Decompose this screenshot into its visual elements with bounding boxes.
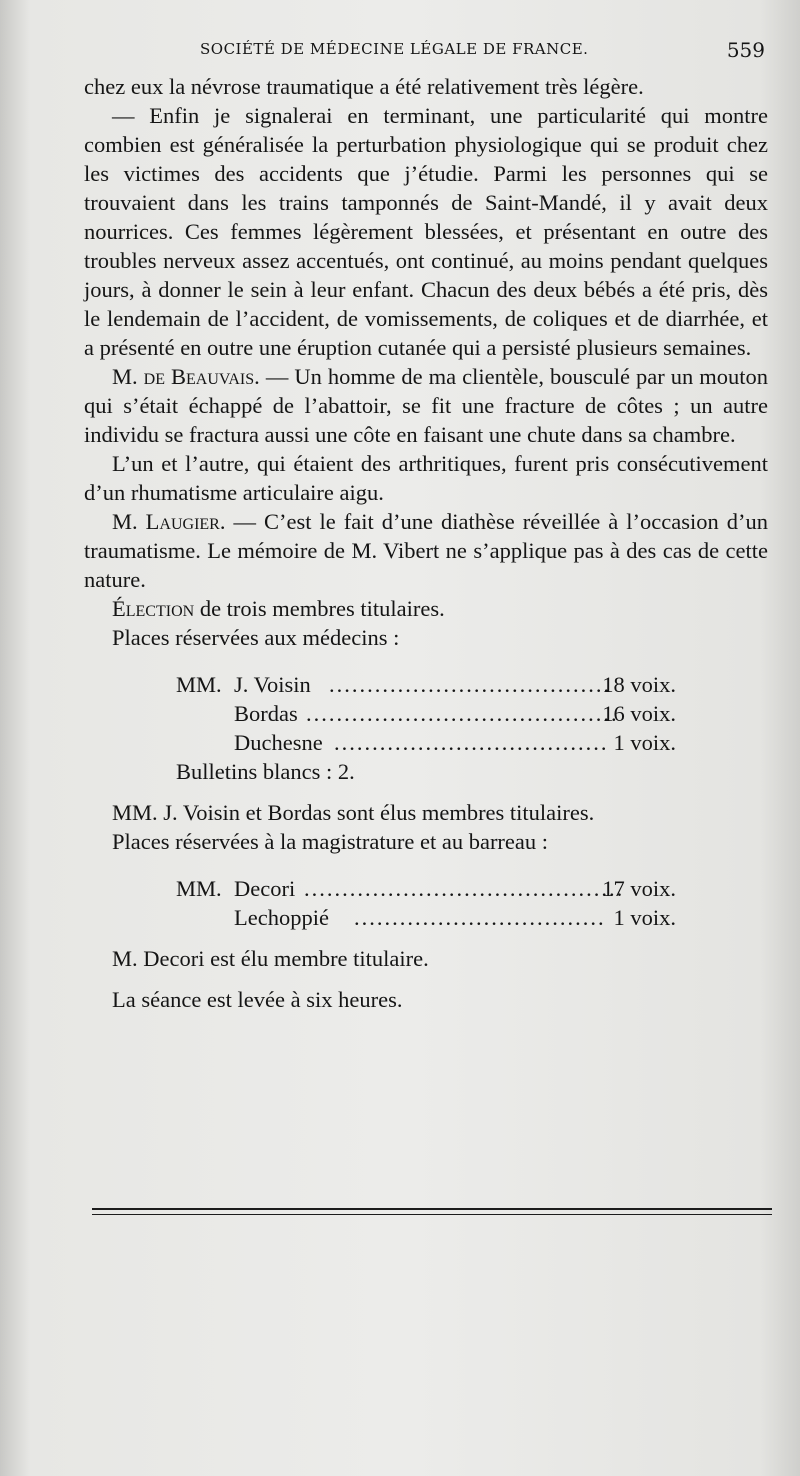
dot-leader: .................................... — [334, 730, 609, 755]
vote-row — [84, 874, 768, 903]
speaker-remark: — C’est le fait d’une diathèse réveillée à l’occasion d’un traumatisme. Le mémoire de M. Vibert ne s’applique pas à des cas de cette nature. — [84, 509, 769, 592]
double-rule-top — [92, 1208, 772, 1210]
dot-leader: ......................................... — [306, 701, 619, 726]
spacer — [84, 652, 768, 670]
honorific: MM. — [176, 876, 222, 901]
spacer — [84, 856, 768, 874]
election-heading — [84, 594, 768, 623]
paragraph-beauvais — [84, 362, 768, 449]
vote-row — [84, 670, 768, 699]
candidate-name: Decori — [234, 876, 296, 901]
end-rule — [92, 1208, 772, 1219]
speaker-remark: — Un homme de ma clientèle, bousculé par un mouton qui s’était échappé de l’abattoir, se fit une fracture de côtes ; un autre individu se fractura aussi une côte en faisant une chute dans sa chambre. — [84, 364, 768, 447]
vote-count: 16 voix. — [602, 701, 676, 726]
double-rule-bottom — [92, 1214, 772, 1215]
blank-ballots: Bulletins blancs : 2. — [176, 759, 355, 784]
paragraph-arthritic: L’un et l’autre, qui étaient des arthritiques, furent pris consécutivement d’un rhumatisme articulaire aigu. — [84, 451, 768, 505]
elected-magistrature: M. Decori est élu membre titulaire. — [112, 946, 429, 971]
running-title: SOCIÉTÉ DE MÉDECINE LÉGALE DE FRANCE. — [200, 40, 589, 58]
dot-leader: ..................................... — [329, 672, 612, 697]
vote-table-magistrature — [84, 874, 768, 932]
candidate-name: Lechoppié — [234, 905, 329, 930]
candidate-name: Bordas — [234, 701, 298, 726]
dot-leader: .......................................... — [304, 876, 625, 901]
honorific: MM. — [176, 672, 222, 697]
candidate-name: J. Voisin — [234, 672, 311, 697]
spacer — [84, 932, 768, 944]
paragraph-laugier — [84, 507, 768, 594]
dot-leader: ................................. — [354, 905, 606, 930]
vote-row — [84, 728, 768, 757]
vote-table-medecins — [84, 670, 768, 757]
spacer — [84, 786, 768, 798]
vote-count: 18 voix. — [602, 672, 676, 697]
spacer — [84, 973, 768, 985]
vote-row — [84, 903, 768, 932]
election-text: de trois membres titulaires. — [194, 596, 445, 621]
places-magistrature: Places réservées à la magistrature et au barreau : — [112, 829, 549, 854]
vote-count: 17 voix. — [602, 876, 676, 901]
speaker-name: M. de Beauvais. — [112, 364, 260, 389]
places-medecins: Places réservées aux médecins : — [112, 625, 400, 650]
candidate-name: Duchesne — [234, 730, 323, 755]
speaker-name: M. Laugier. — [112, 509, 226, 534]
paragraph-continuation: chez eux la névrose traumatique a été relativement très légère. — [84, 74, 644, 99]
elected-medecins: MM. J. Voisin et Bordas sont élus membres titulaires. — [112, 800, 595, 825]
running-header — [200, 40, 765, 66]
page-number: 559 — [726, 38, 765, 62]
closing-line: La séance est levée à six heures. — [112, 987, 403, 1012]
vote-count: 1 voix. — [613, 905, 676, 930]
vote-count: 1 voix. — [613, 730, 676, 755]
election-label: Élection — [112, 596, 195, 621]
body-text — [84, 72, 768, 1014]
paragraph-nursing-mothers: — Enfin je signalerai en terminant, une particularité qui montre combien est généralisée la perturbation physiologique qui se produit chez les victimes des accidents que j’étudie. Parmi les personnes qui se trouvaient dans les trains tamponnés de Saint-Mandé, il y avait deux nourrices. Ces femmes légèrement blessées, et présentant en outre des troubles nerveux assez accentués, ont continué, au moins pendant quelques jours, à donner le sein à leur enfant. Chacun des deux bébés a été pris, dès le lendemain de l’accident, de vomissements, de coliques et de diarrhée, et a présenté en outre une éruption cutanée qui a persisté plusieurs semaines. — [84, 103, 768, 360]
vote-row — [84, 699, 768, 728]
